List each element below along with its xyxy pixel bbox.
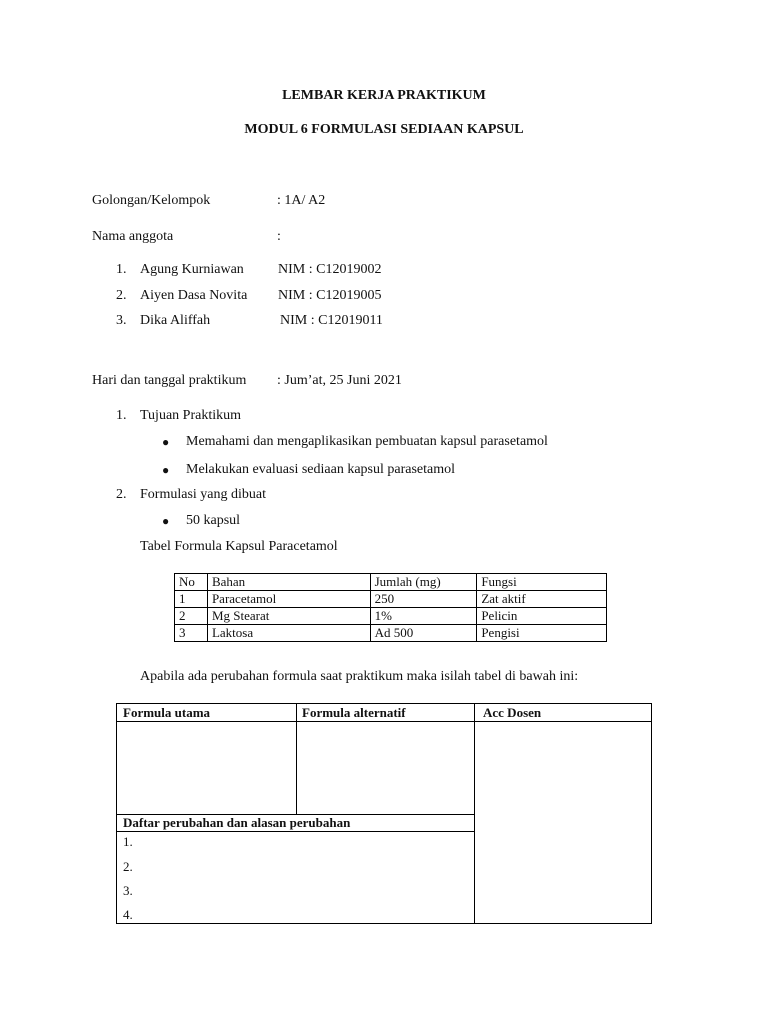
- table-cell: 1%: [370, 608, 477, 625]
- section-title: Formulasi yang dibuat: [140, 487, 266, 502]
- table-cell: Ad 500: [370, 625, 477, 642]
- bullet-icon: ●: [162, 514, 170, 528]
- change-note: Apabila ada perubahan formula saat praktikum maka isilah tabel di bawah ini:: [140, 669, 579, 684]
- date-value: : Jum’at, 25 Juni 2021: [277, 373, 402, 388]
- table-row: [175, 608, 607, 625]
- section-number: 2.: [116, 487, 127, 502]
- table-header-row: [175, 574, 607, 591]
- bullet-icon: ●: [162, 463, 170, 477]
- date-label: Hari dan tanggal praktikum: [92, 373, 247, 388]
- members-value: :: [277, 229, 281, 244]
- change-item: 3.: [123, 883, 133, 898]
- bullet-icon: ●: [162, 435, 170, 449]
- formula-alternatif-header: Formula alternatif: [302, 705, 406, 720]
- table-cell: Pelicin: [477, 608, 607, 625]
- table-cell: 1: [175, 591, 208, 608]
- section-title: Tujuan Praktikum: [140, 408, 241, 423]
- change-item: 4.: [123, 907, 133, 922]
- section-bullet: Memahami dan mengaplikasikan pembuatan kapsul parasetamol: [186, 434, 548, 449]
- member-number: 2.: [116, 288, 127, 303]
- document-title: LEMBAR KERJA PRAKTIKUM: [282, 88, 486, 103]
- table-cell: Zat aktif: [477, 591, 607, 608]
- change-table: [116, 703, 652, 924]
- section-number: 1.: [116, 408, 127, 423]
- section-bullet: Melakukan evaluasi sediaan kapsul parasetamol: [186, 462, 456, 477]
- table-header-cell: Jumlah (mg): [370, 574, 477, 591]
- table-cell: Paracetamol: [207, 591, 370, 608]
- table-header-cell: Fungsi: [477, 574, 607, 591]
- change-item: 2.: [123, 859, 133, 874]
- formula-table: [174, 573, 607, 642]
- document-subtitle: MODUL 6 FORMULASI SEDIAAN KAPSUL: [244, 122, 524, 137]
- table-divider: [296, 704, 297, 814]
- table-header-cell: Bahan: [207, 574, 370, 591]
- table-cell: Laktosa: [207, 625, 370, 642]
- changes-header: Daftar perubahan dan alasan perubahan: [123, 815, 351, 830]
- table-cell: Pengisi: [477, 625, 607, 642]
- member-nim: NIM : C12019005: [278, 288, 382, 303]
- table-cell: 250: [370, 591, 477, 608]
- acc-dosen-header: Acc Dosen: [483, 705, 542, 720]
- table-divider: [117, 831, 475, 832]
- member-nim: NIM : C12019002: [278, 262, 382, 277]
- member-name: Dika Aliffah: [140, 313, 211, 328]
- member-number: 1.: [116, 262, 127, 277]
- group-value: : 1A/ A2: [277, 193, 326, 208]
- table-divider: [117, 721, 651, 722]
- table-row: [175, 591, 607, 608]
- group-label: Golongan/Kelompok: [92, 193, 211, 208]
- member-name: Aiyen Dasa Novita: [140, 288, 248, 303]
- section-bullet: 50 kapsul: [186, 513, 241, 528]
- table-cell: 2: [175, 608, 208, 625]
- members-label: Nama anggota: [92, 229, 174, 244]
- member-nim: NIM : C12019011: [280, 313, 383, 328]
- table-cell: 3: [175, 625, 208, 642]
- formula-utama-header: Formula utama: [123, 705, 211, 720]
- table-row: [175, 625, 607, 642]
- table-cell: Mg Stearat: [207, 608, 370, 625]
- change-item: 1.: [123, 834, 133, 849]
- member-number: 3.: [116, 313, 127, 328]
- member-name: Agung Kurniawan: [140, 262, 244, 277]
- table-caption: Tabel Formula Kapsul Paracetamol: [140, 539, 338, 554]
- table-header-cell: No: [175, 574, 208, 591]
